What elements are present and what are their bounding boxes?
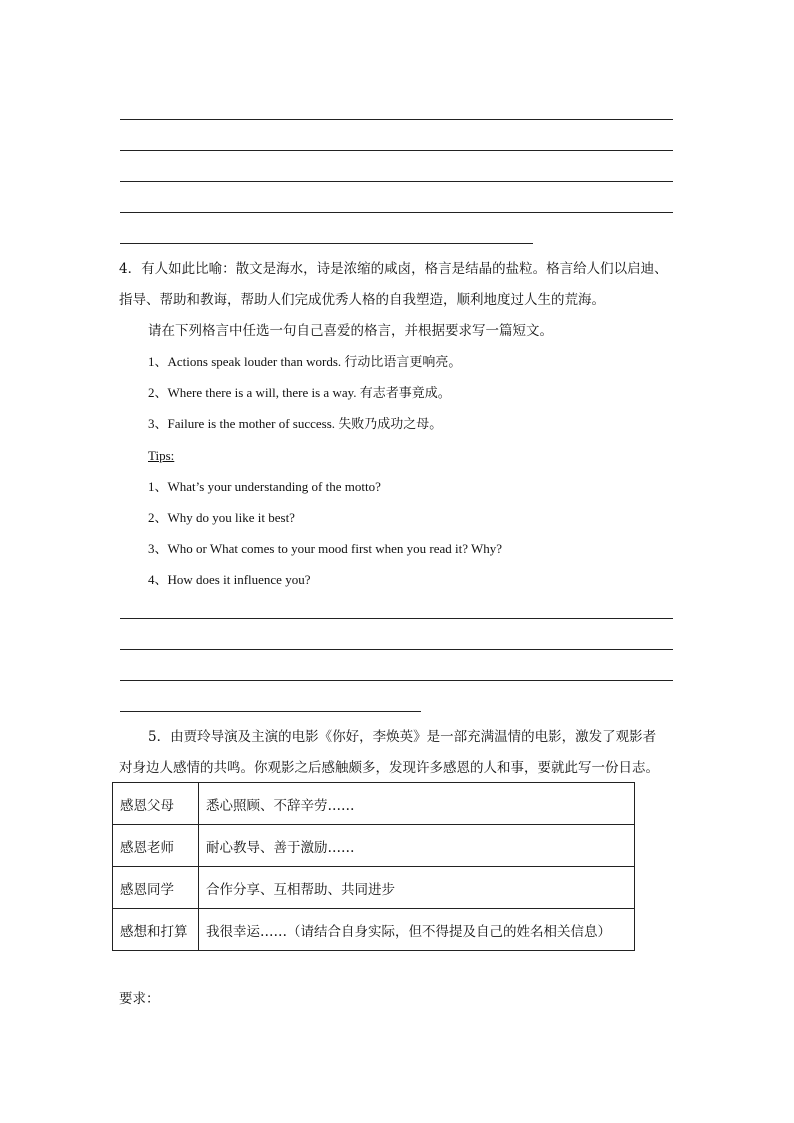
table-value-cell: 耐心教导、善于激励…… (199, 825, 635, 867)
tip-item: 4、How does it influence you? (148, 572, 311, 587)
motto-item: 2、Where there is a will, there is a way. 有志者事竟成。 (148, 385, 451, 400)
answer-line[interactable] (120, 212, 673, 213)
table-row (113, 867, 635, 909)
tip-item: 3、Who or What comes to your mood first when you read it? Why? (148, 541, 503, 556)
table-value-cell: 合作分享、互相帮助、共同进步 (199, 867, 635, 909)
tips-label: Tips: (148, 448, 175, 463)
table-value-cell: 我很幸运……（请结合自身实际，但不得提及自己的姓名相关信息） (199, 909, 635, 951)
q4-instruction: 请在下列格言中任选一句自己喜爱的格言，并根据要求写一篇短文。 (148, 323, 553, 339)
table-key-cell: 感恩老师 (113, 825, 199, 867)
answer-line[interactable] (120, 618, 673, 619)
answer-line[interactable] (120, 680, 673, 681)
table-row (113, 825, 635, 867)
motto-item: 3、Failure is the mother of success. 失败乃成功之母。 (148, 416, 443, 431)
answer-line[interactable] (120, 150, 673, 151)
answer-line-short[interactable] (120, 243, 533, 244)
answer-line[interactable] (120, 649, 673, 650)
table-key-cell: 感恩同学 (113, 867, 199, 909)
motto-item: 1、Actions speak louder than words. 行动比语言更响亮。 (148, 354, 462, 369)
gratitude-table (112, 782, 635, 951)
q5-prompt-line2: 对身边人感情的共鸣。你观影之后感触颇多，发现许多感恩的人和事，要就此写一份日志。 (119, 760, 659, 776)
requirements-label: 要求： (119, 991, 160, 1007)
answer-line[interactable] (120, 119, 673, 120)
table-row (113, 783, 635, 825)
table-key-cell: 感恩父母 (113, 783, 199, 825)
answer-line-short[interactable] (120, 711, 421, 712)
table-row (113, 909, 635, 951)
tip-item: 1、What’s your understanding of the motto? (148, 479, 381, 494)
q4-prompt-line2: 指导、帮助和教诲，帮助人们完成优秀人格的自我塑造，顺利地度过人生的荒海。 (119, 292, 605, 308)
q4-prompt-line1: 4．有人如此比喻：散文是海水，诗是浓缩的咸卤，格言是结晶的盐粒。格言给人们以启迪、 (119, 261, 668, 277)
q5-prompt-line1: 5．由贾玲导演及主演的电影《你好，李焕英》是一部充满温情的电影，激发了观影者 (148, 729, 657, 745)
table-key-cell: 感想和打算 (113, 909, 199, 951)
answer-line[interactable] (120, 181, 673, 182)
table-value-cell: 悉心照顾、不辞辛劳…… (199, 783, 635, 825)
tip-item: 2、Why do you like it best? (148, 510, 295, 525)
